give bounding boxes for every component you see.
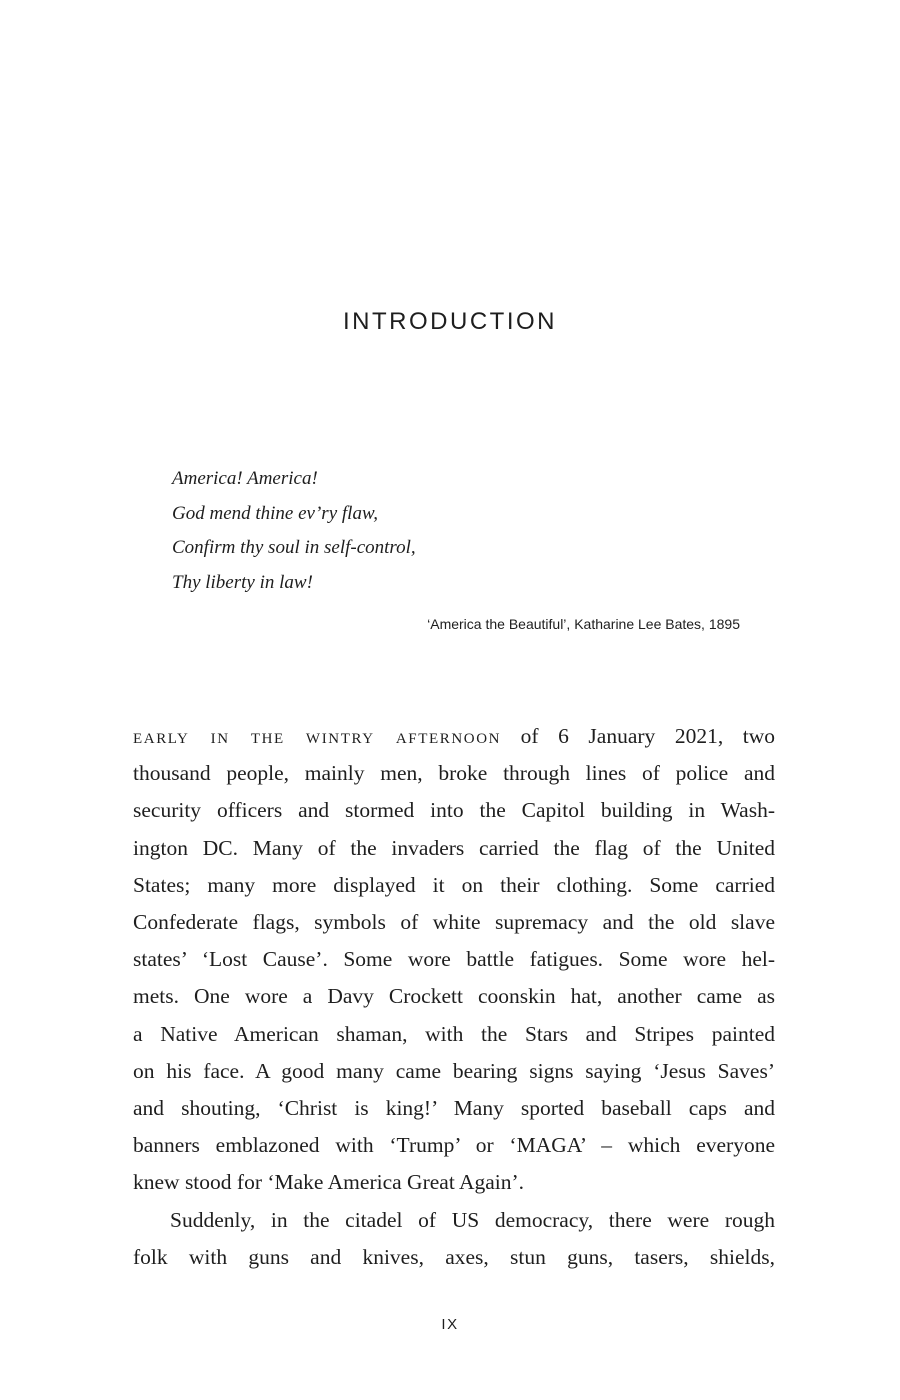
paragraph — [133, 718, 775, 1202]
opening-smallcaps: early in the wintry afternoon — [133, 724, 502, 748]
text-line: a Native American shaman, with the Stars and Stripes painted — [133, 1021, 775, 1046]
text-line: folk with guns and knives, axes, stun guns, tasers, shields, — [133, 1244, 775, 1269]
epigraph-line: America! America! — [172, 468, 318, 489]
text-line: ington DC. Many of the invaders carried the flag of the United — [133, 835, 775, 860]
text-line-rest: of 6 January 2021, two — [501, 724, 776, 748]
paragraph — [133, 1202, 775, 1276]
text-line: Confederate flags, symbols of white supremacy and the old slave — [133, 910, 775, 935]
epigraph-line: Thy liberty in law! — [172, 571, 313, 593]
text-line: banners emblazoned with ‘Trump’ or ‘MAGA’ – which everyone — [133, 1133, 775, 1158]
epigraph-line: God mend thine ev’ry flaw, — [172, 502, 378, 524]
text-line: mets. One wore a Davy Crockett coonskin hat, another came as — [133, 984, 775, 1009]
epigraph-line: Confirm thy soul in self-control, — [172, 537, 416, 558]
text-line: security officers and stormed into the Capitol building in Wash- — [133, 798, 775, 823]
text-line: and shouting, ‘Christ is king!’ Many sported baseball caps and — [133, 1096, 775, 1121]
epigraph — [172, 462, 752, 600]
text-line: knew stood for ‘Make America Great Again’. — [133, 1170, 525, 1195]
text-line: Suddenly, in the citadel of US democracy, there were rough — [170, 1207, 775, 1232]
chapter-title: INTRODUCTION — [343, 308, 557, 335]
body-text — [133, 718, 775, 1276]
text-line: states’ ‘Lost Cause’. Some wore battle fatigues. Some wore hel- — [133, 947, 775, 972]
epigraph-attribution: ‘America the Beautiful’, Katharine Lee Bates, 1895 — [427, 616, 740, 632]
text-line: on his face. A good many came bearing signs saying ‘Jesus Saves’ — [133, 1058, 775, 1083]
text-line — [133, 718, 775, 755]
text-line: thousand people, mainly men, broke through lines of police and — [133, 761, 775, 786]
page-number: IX — [441, 1316, 459, 1333]
text-line: States; many more displayed it on their clothing. Some carried — [133, 872, 775, 897]
